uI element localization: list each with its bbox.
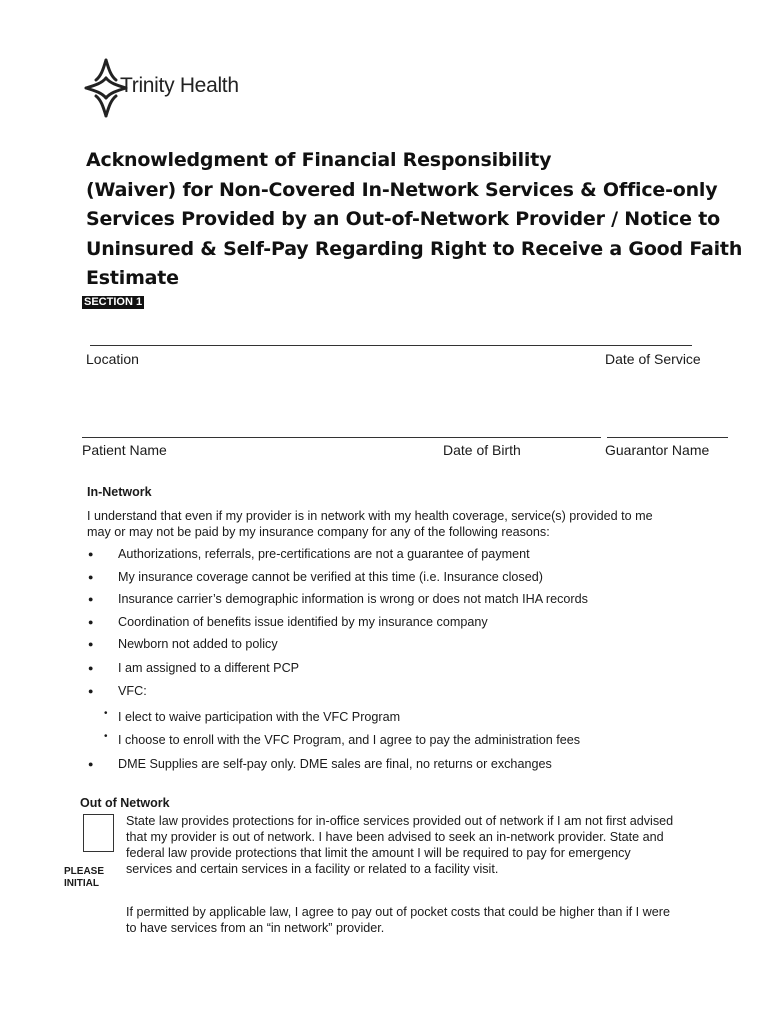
paragraph-line: State law provides protections for in-office services provided out of network if I am not first advised [126, 814, 674, 828]
location-label: Location [86, 351, 139, 367]
title-line: Services Provided by an Out-of-Network Provider / Notice to [86, 208, 720, 230]
document-title [86, 146, 743, 294]
bullet-icon: ● [88, 663, 94, 673]
list-item: Authorizations, referrals, pre-certifications are not a guarantee of payment [118, 547, 530, 561]
please-line: PLEASE [64, 866, 105, 877]
list-item: DME Supplies are self-pay only. DME sales are final, no returns or exchanges [118, 757, 552, 771]
paragraph-line: that my provider is out of network. I have been advised to seek an in-network provider. State and [126, 830, 664, 844]
please-line: INITIAL [64, 878, 99, 889]
paragraph-line: federal law provide protections that limit the amount I will be required to pay for emergency [126, 846, 631, 860]
location-date-line[interactable] [90, 345, 692, 346]
in-network-intro [87, 508, 653, 540]
paragraph-line: services and certain services in a facility or related to a facility visit. [126, 862, 499, 876]
date-of-birth-label: Date of Birth [443, 442, 521, 458]
title-line: Estimate [86, 267, 179, 289]
list-item: Insurance carrier’s demographic information is wrong or does not match IHA records [118, 592, 588, 606]
paragraph-line: If permitted by applicable law, I agree to pay out of pocket costs that could be higher than if I were [126, 905, 670, 919]
guarantor-line[interactable] [607, 437, 728, 438]
bullet-icon: ● [88, 594, 94, 604]
bullet-icon: ● [88, 549, 94, 559]
sub-bullet-icon: • [104, 731, 108, 742]
out-of-network-paragraph [126, 813, 673, 877]
out-of-pocket-paragraph [126, 904, 670, 936]
please-initial-label [64, 866, 104, 890]
logo-text: Trinity Health [120, 74, 239, 97]
bullet-icon: ● [88, 686, 94, 696]
bullet-icon: ● [88, 617, 94, 627]
bullet-icon: ● [88, 639, 94, 649]
sub-bullet-icon: • [104, 708, 108, 719]
date-of-service-label: Date of Service [605, 351, 701, 367]
title-line: Uninsured & Self-Pay Regarding Right to Receive a Good Faith [86, 237, 743, 260]
list-item: Coordination of benefits issue identified by my insurance company [118, 615, 488, 629]
title-line: Acknowledgment of Financial Responsibility [86, 149, 552, 171]
list-item: My insurance coverage cannot be verified at this time (i.e. Insurance closed) [118, 570, 543, 584]
bullet-icon: ● [88, 572, 94, 582]
intro-line: may or may not be paid by my insurance company for any of the following reasons: [87, 525, 550, 539]
guarantor-name-label: Guarantor Name [605, 442, 710, 458]
vfc-option: I choose to enroll with the VFC Program, and I agree to pay the administration fees [118, 733, 581, 747]
section-badge: SECTION 1 [84, 296, 143, 308]
intro-line: I understand that even if my provider is in network with my health coverage, service(s) provided to me [87, 509, 653, 523]
patient-dob-line[interactable] [82, 437, 601, 438]
vfc-option: I elect to waive participation with the VFC Program [118, 710, 401, 724]
list-item: VFC: [118, 684, 147, 698]
title-line: (Waiver) for Non-Covered In-Network Services & Office-only [86, 178, 718, 201]
initial-box[interactable] [83, 814, 114, 852]
in-network-heading: In-Network [87, 485, 152, 499]
bullet-icon: ● [88, 759, 94, 769]
list-item: I am assigned to a different PCP [118, 661, 300, 675]
paragraph-line: to have services from an “in network” provider. [126, 921, 385, 935]
list-item: Newborn not added to policy [118, 637, 278, 651]
patient-name-label: Patient Name [82, 442, 167, 458]
out-of-network-heading: Out of Network [80, 796, 170, 810]
